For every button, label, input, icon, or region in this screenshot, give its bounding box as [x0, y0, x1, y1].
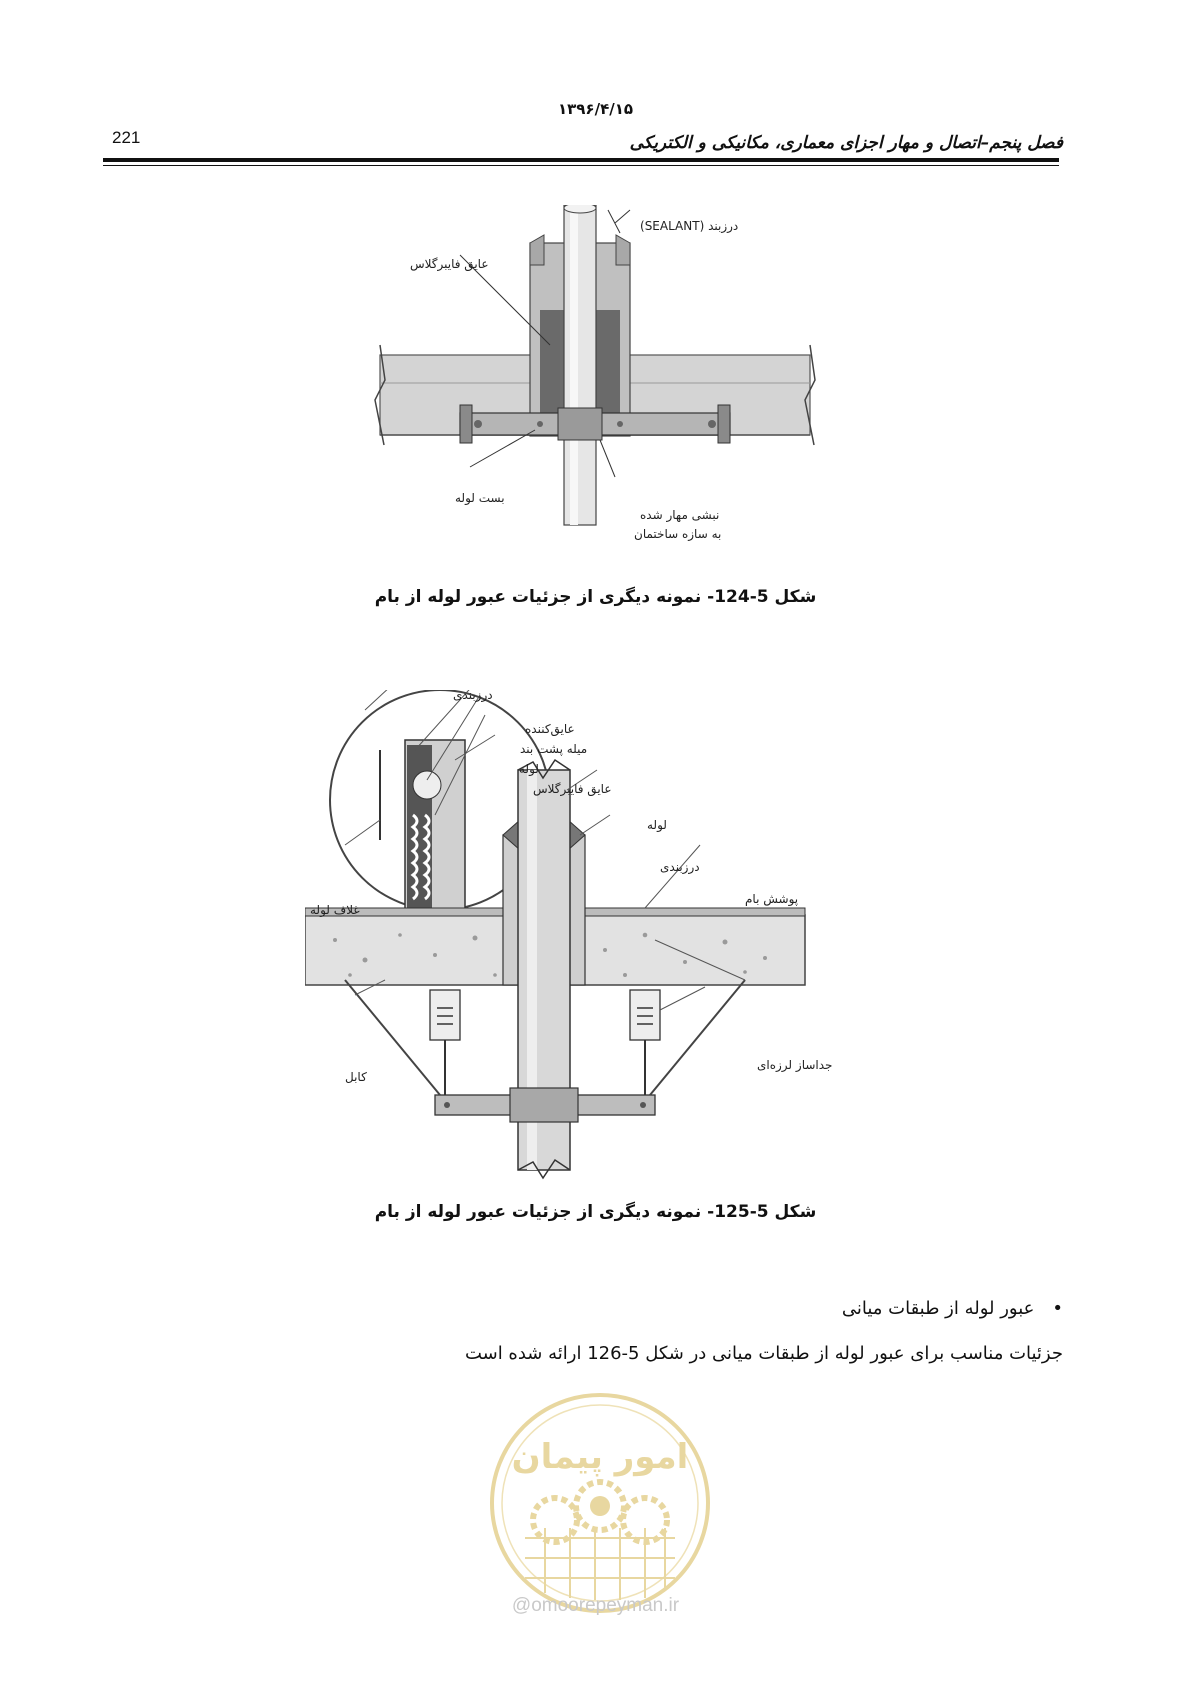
fig125-label-pipe-sleeve: غلاف لوله: [310, 903, 360, 917]
bullet-text: عبور لوله از طبقات میانی: [841, 1298, 1035, 1319]
watermark-url: @omoorepeyman.ir: [511, 1595, 680, 1616]
fig125-label-fiberglass: عایق فایبرگلاس: [533, 782, 612, 796]
figure-125-caption: شکل 5-125- نمونه دیگری از جزئیات عبور لوله از بام: [374, 1202, 817, 1222]
figure-124-caption: شکل 5-124- نمونه دیگری از جزئیات عبور لوله از بام: [374, 587, 817, 607]
page-number: 221: [112, 128, 141, 147]
fig125-label-backer-rod: میله پشت بند: [520, 742, 588, 756]
fig125-label-pipe: لوله: [647, 818, 667, 832]
watermark-logo-text: امور پیمان: [511, 1437, 689, 1477]
bullet-dot: •: [1052, 1298, 1063, 1319]
fig124-label-pipe-clamp: بست لوله: [455, 491, 505, 505]
fig125-label-cable: کابل: [345, 1070, 367, 1084]
fig124-label-fiberglass: عایق فایبرگلاس: [410, 257, 489, 271]
header-rule-thin: [103, 165, 1059, 166]
fig124-label-angle-1: نبشی مهار شده: [640, 508, 720, 522]
fig125-label-roof-cover: پوشش بام: [745, 892, 799, 906]
fig125-label-pipe-detail: لوله: [519, 762, 539, 776]
fig125-label-sealing: درزبندی: [660, 860, 700, 874]
fig124-label-sealant: درزبند (SEALANT): [640, 219, 739, 233]
bullet-item: [842, 1298, 1063, 1319]
chapter-title: فصل پنجم–اتصال و مهار اجزای معماری، مکانیکی و الکتریکی: [629, 133, 1063, 153]
watermark-logo: [485, 1388, 715, 1618]
fig125-label-sealing-top: درزبندی: [453, 688, 493, 702]
fig124-label-angle-2: به سازه ساختمان: [634, 527, 722, 541]
header-rule-thick: [103, 158, 1059, 162]
body-paragraph: جزئیات مناسب برای عبور لوله از طبقات میانی در شکل 5-126 ارائه شده است: [464, 1343, 1063, 1364]
fig125-label-isolator: جداساز لرزه‌ای: [757, 1058, 833, 1072]
figure-125-drawing: [305, 690, 865, 1180]
fig125-label-insulator: عایق‌کننده: [525, 722, 575, 736]
header-date: ۱۳۹۶/۴/۱۵: [557, 100, 634, 118]
